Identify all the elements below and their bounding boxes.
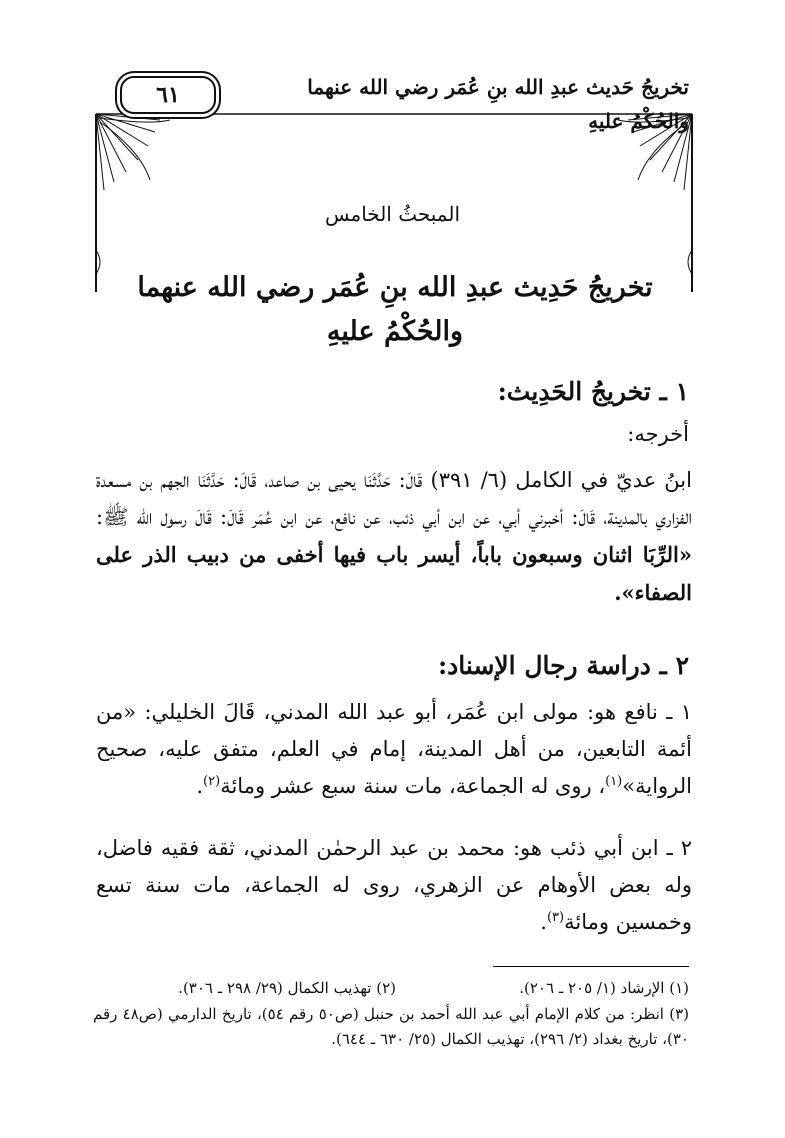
hadith-text: «الرِّبَا اثنان وسبعون باباً، أيسر باب فيها أخفى من دبيب الذر على الصفاء».: [96, 542, 692, 605]
part1-paragraph: [96, 462, 692, 612]
footnote-separator: [493, 966, 689, 967]
hadith-chain-text: ابنُ عديّ في الكامل (٦/ ٣٩١) قَالَ: حَدَّثَنَا يحيى بن صاعد، قَالَ: حَدَّثَنَا الجهم بن مسعدة الفزاري بالمدينة، قَالَ: أخبرني أبي، عن ابن أبي ذئب، عن نافع، عن ابن عُمَر قَالَ: قَالَ رسول الله ﷺ:: [96, 468, 692, 529]
footnote-1: (١) الإرشاد (١/ ٢٠٥ ـ ٢٠٦).: [519, 979, 689, 997]
narrator-1: [96, 694, 692, 805]
main-heading: تخريجُ حَدِيث عبدِ الله بنِ عُمَر رضي الله عنهما والحُكْمُ عليهِ: [137, 272, 653, 347]
narrator-1-text-a: ١ ـ نافع هو: مولى ابن عُمَر، أبو عبد الله المدني، قَالَ الخليلي: «من أئمة التابعين، من أهل المدينة، إمام في العلم، متفق عليه، صحيح الرواية»: [96, 700, 692, 798]
part1-intro: أخرجه:: [627, 422, 689, 446]
running-title: تخريجُ حَديث عبدِ الله بنِ عُمَر رضي الله عنهما والحُكْمُ عليهِ: [307, 75, 689, 133]
page-number: ٦١: [120, 76, 216, 114]
footnote-ref-1[interactable]: (١): [605, 774, 623, 789]
narrator-1-end: .: [196, 774, 204, 798]
footnote-ref-2[interactable]: (٢): [203, 774, 221, 789]
footnote-2: (٢) تهذيب الكمال (٢٩/ ٢٩٨ ـ ٣٠٦).: [178, 979, 396, 997]
narrator-2-end: .: [540, 910, 547, 934]
footnote-ref-3[interactable]: (٣): [546, 910, 565, 925]
part2-heading: ٢ ـ دراسة رجال الإسناد:: [437, 651, 689, 680]
narrator-2-text: ٢ ـ ابن أبي ذئب هو: محمد بن عبد الرحمٰن المدني، ثقة فقيه فاضل، وله بعض الأوهام عن الزهري، روى له الجماعة، مات سنة تسع وخمسين ومائة: [96, 836, 692, 934]
footnote-3: (٣) انظر: من كلام الإمام أبي عبد الله أحمد بن حنبل (ص٥٠ رقم ٥٤)، تاريخ الدارمي (ص٤٨ رقم ٣٠)، تاريخ بغداد (٢/ ٢٩٦)، تهذيب الكمال (٢٥/ ٦٣٠ ـ ٦٤٤).: [93, 1005, 690, 1048]
narrator-1-text-b: ، روى له الجماعة، مات سنة سبع عشر ومائة: [220, 774, 606, 798]
narrator-2: [96, 830, 692, 941]
part1-heading: ١ ـ تخريجُ الحَدِيث:: [497, 377, 689, 406]
section-label: المبحثُ الخامس: [324, 202, 461, 226]
